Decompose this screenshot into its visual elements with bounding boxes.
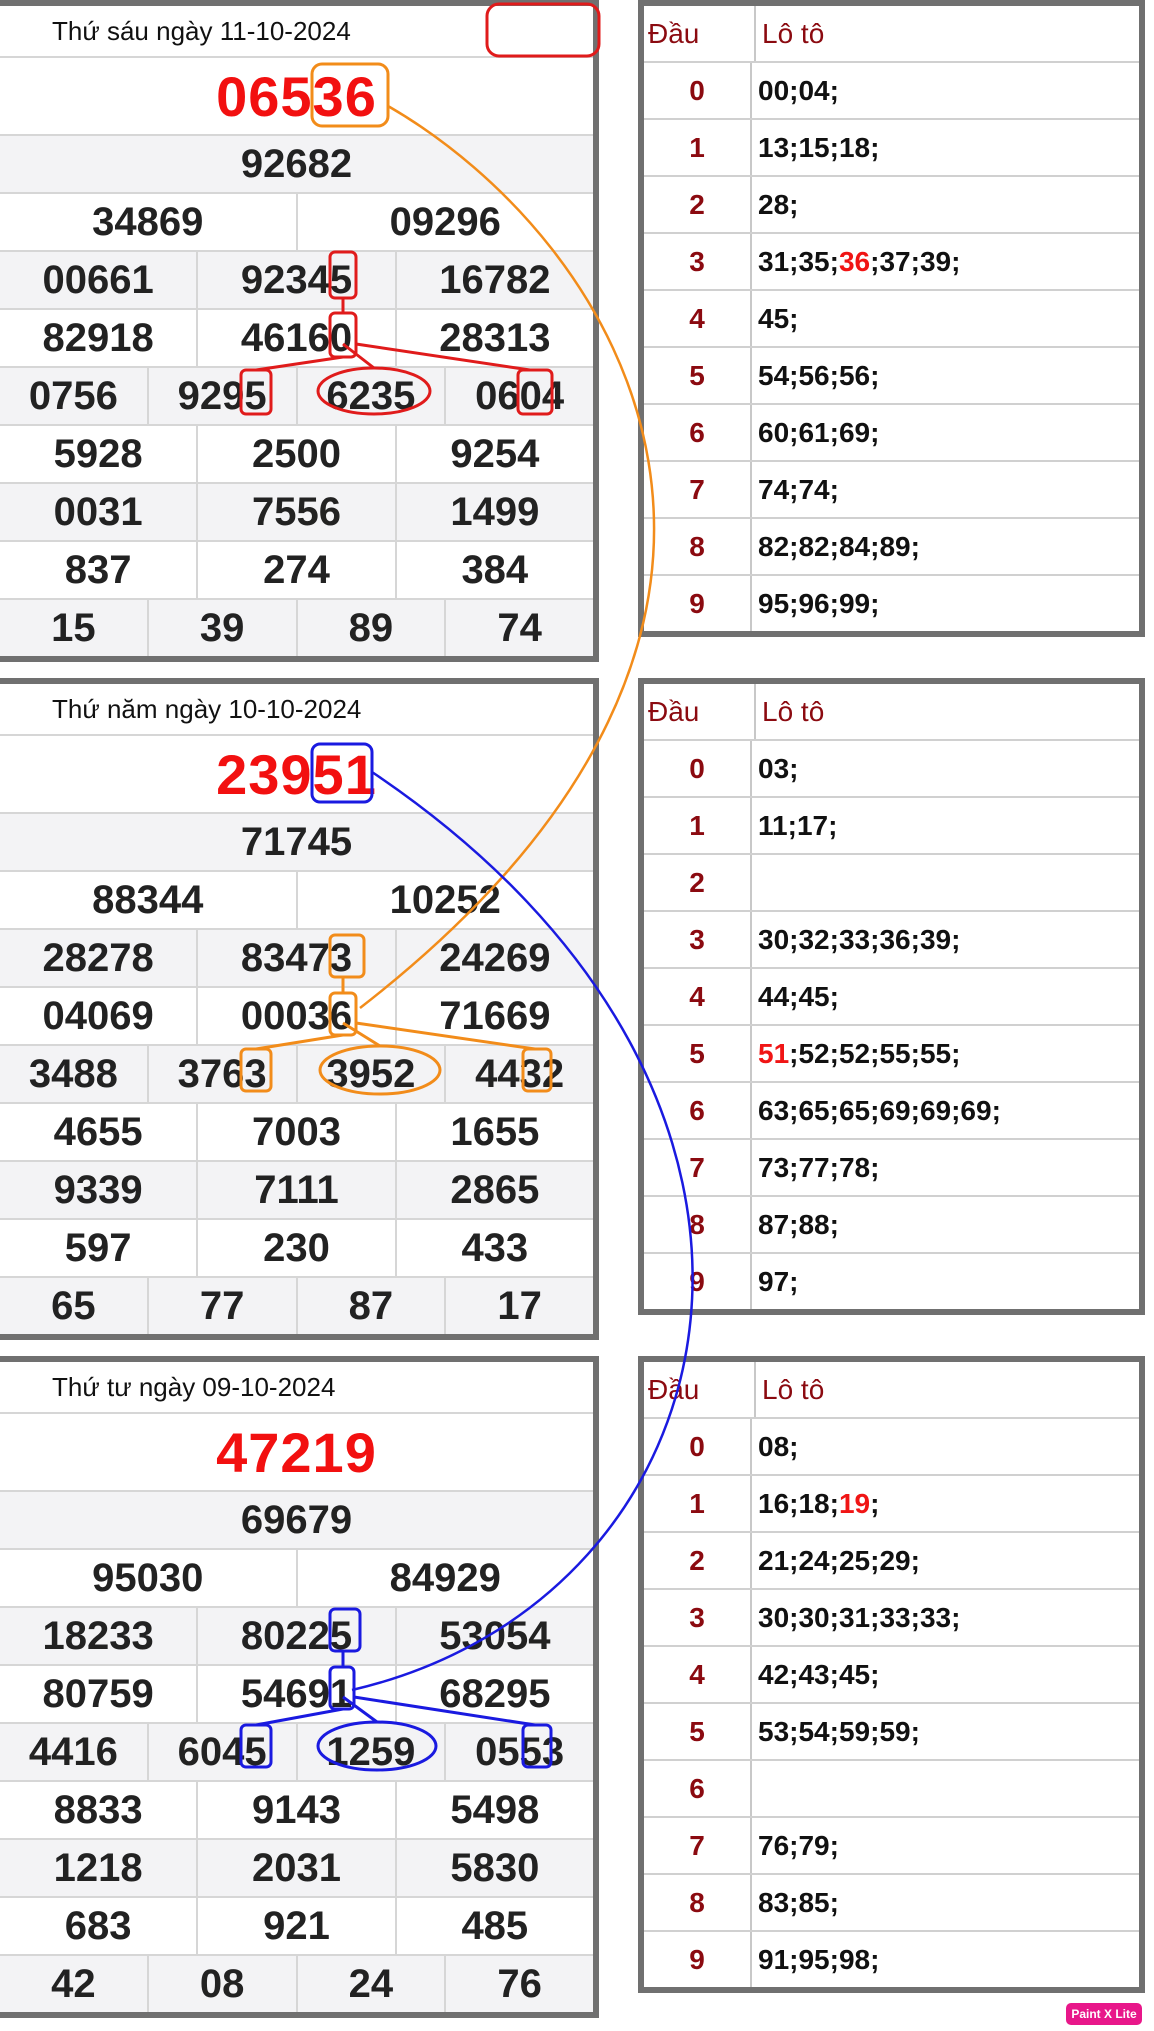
loto-values: 60 ; 61 ; 69 ; [758,416,880,448]
loto-number: 30 [758,1601,790,1633]
prize-number: 65 [0,1278,149,1334]
dau-digit: 9 [644,1254,752,1309]
loto-row [644,462,1139,519]
prize-number: 15 [0,600,149,656]
loto-values: 08 ; [758,1430,799,1462]
loto-number: 39 [919,923,952,955]
prize-number: 04069 [0,988,198,1044]
loto-number: 63 [758,1094,790,1126]
loto-number: 69 [879,1094,911,1126]
loto-number: 53 [758,1715,790,1747]
loto-values: 51 ; 52 ; 52 ; 55 ; 55 ; [758,1037,961,1069]
loto-values: 82 ; 82 ; 84 ; 89 ; [758,530,920,562]
prize-number: 0031 [0,484,198,540]
loto-table [638,678,1145,1315]
dau-digit: 9 [644,576,752,631]
loto-values: 11 ; 17 ; [758,809,838,841]
prize-row [0,814,593,872]
prize-number: 83473 [198,930,396,986]
prize-number: 28278 [0,930,198,986]
prize-number: 80759 [0,1666,198,1722]
dau-digit: 6 [644,405,752,460]
loto-number: 83 [758,1886,790,1918]
loto-number: 56 [838,359,871,391]
prize-number: 0553 [475,1729,565,1774]
prize-number: 82918 [0,310,198,366]
prize-number: 9339 [0,1162,198,1218]
loto-row [644,1590,1139,1647]
loto-number: 87 [758,1208,790,1240]
loto-values [752,855,1139,910]
loto-number: 51 [758,1037,790,1069]
prize-row [0,194,593,252]
loto-values: 30 ; 32 ; 33 ; 36 ; 39 ; [758,923,961,955]
loto-table [638,0,1145,637]
loto-number: 65 [798,1094,830,1126]
loto-number: 82 [798,530,830,562]
loto-number: 65 [838,1094,871,1126]
prize-number: 16782 [439,257,551,302]
prize-number: 9254 [450,431,540,476]
loto-number: 79 [798,1829,830,1861]
loto-values: 44 ; 45 ; [758,980,839,1012]
prize-row [0,1220,593,1278]
prize-row [0,1046,593,1104]
loto-number: 54 [798,1715,830,1747]
prize-number: 08 [149,1956,298,2012]
loto-number: 98 [838,1943,871,1975]
loto-values: 45 ; [758,302,799,334]
loto-number: 36 [838,245,871,277]
loto-row [644,1476,1139,1533]
loto-number: 59 [879,1715,911,1747]
loto-row [644,855,1139,912]
loto-number: 11 [758,809,788,841]
loto-row [644,1254,1139,1309]
loto-number: 45 [838,1658,871,1690]
loto-row [644,1140,1139,1197]
loto-row [644,120,1139,177]
dau-digit: 8 [644,1197,752,1252]
loto-number: 69 [960,1094,992,1126]
prize-number: 6235 [298,368,447,424]
prize-number: 39 [149,600,298,656]
prize-row [0,930,593,988]
dau-digit: 0 [644,1419,752,1474]
prize-number: 54691 [198,1666,396,1722]
dau-digit: 4 [644,969,752,1024]
loto-number: 31 [758,245,790,277]
prize-number: 95030 [0,1550,298,1606]
prize-number: 28313 [439,315,551,360]
loto-values: 53 ; 54 ; 59 ; 59 ; [758,1715,920,1747]
loto-number: 42 [758,1658,790,1690]
prize-number: 0604 [475,373,565,418]
loto-number: 45 [798,980,830,1012]
loto-values: 91 ; 95 ; 98 ; [758,1943,880,1975]
prize-number: 10252 [389,877,501,922]
prize-row [0,1608,593,1666]
prize-number: 230 [198,1220,396,1276]
loto-number: 74 [758,473,790,505]
loto-number: 78 [838,1151,871,1183]
loto-number: 04 [798,74,830,106]
loto-values: 13 ; 15 ; 18 ; [758,131,880,163]
prize-row [0,1782,593,1840]
prize-row [0,1162,593,1220]
loto-row [644,912,1139,969]
loto-row [644,1761,1139,1818]
prize-number: 597 [0,1220,198,1276]
loto-values: 97 ; [758,1265,799,1297]
prize-number: 92682 [240,141,353,186]
prize-row [0,1724,593,1782]
loto-number: 44 [758,980,790,1012]
loto-row [644,519,1139,576]
dau-header: Đầu [644,684,756,739]
loto-number: 30 [758,923,790,955]
prize-number: 77 [149,1278,298,1334]
prize-number: 5830 [450,1845,540,1890]
prize-number: 3763 [149,1046,298,1102]
prize-row [0,252,593,310]
dau-digit: 4 [644,291,752,346]
loto-values: 73 ; 77 ; 78 ; [758,1151,880,1183]
dau-digit: 0 [644,63,752,118]
loto-number: 85 [798,1886,830,1918]
loto-row [644,1197,1139,1254]
prize-number: 88344 [0,872,298,928]
loto-number: 52 [798,1037,830,1069]
loto-number: 73 [758,1151,790,1183]
draw-date: Thứ tư ngày 09-10-2024 [0,1362,593,1414]
loto-row [644,1533,1139,1590]
loto-row [644,234,1139,291]
loto-values: 21 ; 24 ; 25 ; 29 ; [758,1544,920,1576]
prize-number: 921 [198,1898,396,1954]
draw-date: Thứ năm ngày 10-10-2024 [0,684,593,736]
loto-number: 99 [838,587,871,619]
prize-number: 17 [497,1283,542,1328]
loto-number: 39 [919,245,952,277]
prize-row [0,542,593,600]
loto-row [644,1647,1139,1704]
loto-header: Lô tô [762,1373,825,1405]
prize-number: 1655 [450,1109,540,1154]
prize-number: 09296 [389,199,501,244]
dau-digit: 2 [644,1533,752,1588]
loto-number: 69 [838,416,871,448]
prize-row [0,600,593,656]
prize-row [0,1278,593,1334]
dau-digit: 4 [644,1647,752,1702]
loto-number: 69 [919,1094,952,1126]
prize-number: 24 [298,1956,447,2012]
prize-number: 68295 [439,1671,551,1716]
prize-number: 46160 [198,310,396,366]
dau-digit: 2 [644,855,752,910]
prize-number: 274 [198,542,396,598]
loto-number: 19 [838,1487,871,1519]
prize-row [0,1898,593,1956]
prize-number: 6045 [149,1724,298,1780]
loto-number: 43 [798,1658,830,1690]
loto-number: 89 [879,530,911,562]
prize-number: 485 [461,1903,529,1948]
prize-number: 0756 [0,368,149,424]
prize-number: 837 [0,542,198,598]
prize-row [0,1104,593,1162]
loto-row [644,1419,1139,1476]
special-prize: 23951 [216,742,377,806]
loto-row [644,405,1139,462]
loto-values: 63 ; 65 ; 65 ; 69 ; 69 ; 69 ; [758,1094,1001,1126]
loto-number: 76 [758,1829,790,1861]
dau-digit: 1 [644,120,752,175]
loto-row [644,1875,1139,1932]
prize-number: 7111 [198,1162,396,1218]
result-table [0,1356,599,2018]
prize-number: 89 [298,600,447,656]
prize-row [0,484,593,542]
prize-number: 5928 [0,426,198,482]
prize-row [0,368,593,426]
loto-row [644,741,1139,798]
prize-row [0,1840,593,1898]
loto-number: 25 [838,1544,871,1576]
prize-number: 2031 [198,1840,396,1896]
prize-number: 2500 [198,426,396,482]
loto-row [644,291,1139,348]
loto-number: 77 [798,1151,830,1183]
prize-row [0,136,593,194]
loto-number: 36 [879,923,911,955]
prize-row [0,426,593,484]
dau-header: Đầu [644,1362,756,1417]
loto-row [644,1026,1139,1083]
prize-row [0,1550,593,1608]
draw-date: Thứ sáu ngày 11-10-2024 [0,6,593,58]
prize-row [0,872,593,930]
loto-number: 91 [758,1943,790,1975]
prize-number: 84929 [389,1555,501,1600]
loto-number: 18 [838,131,871,163]
prize-number: 24269 [439,935,551,980]
loto-row [644,177,1139,234]
loto-number: 13 [758,131,790,163]
prize-number: 3488 [0,1046,149,1102]
prize-number: 7556 [198,484,396,540]
prize-number: 92345 [198,252,396,308]
loto-number: 03 [758,752,790,784]
prize-number: 384 [461,547,529,592]
loto-row [644,969,1139,1026]
loto-number: 74 [798,473,830,505]
prize-number: 5498 [450,1787,540,1832]
loto-number: 45 [758,302,790,334]
prize-number: 1499 [450,489,540,534]
loto-number: 37 [879,245,911,277]
dau-digit: 2 [644,177,752,232]
prize-number: 1218 [0,1840,198,1896]
loto-row [644,348,1139,405]
dau-digit: 3 [644,1590,752,1645]
prize-number: 53054 [439,1613,551,1658]
loto-number: 95 [798,1943,830,1975]
loto-number: 15 [798,131,830,163]
prize-number: 80225 [198,1608,396,1664]
prize-number: 42 [0,1956,149,2012]
prize-row [0,310,593,368]
loto-row [644,1932,1139,1987]
loto-values: 16 ; 18 ; 19 ; [758,1487,880,1519]
prize-row [0,1666,593,1724]
prize-number: 00661 [0,252,198,308]
prize-number: 683 [0,1898,198,1954]
dau-digit: 7 [644,462,752,517]
loto-number: 52 [838,1037,871,1069]
loto-number: 32 [798,923,830,955]
loto-values: 74 ; 74 ; [758,473,839,505]
dau-digit: 0 [644,741,752,796]
loto-values: 31 ; 35 ; 36 ; 37 ; 39 ; [758,245,961,277]
dau-digit: 6 [644,1761,752,1816]
dau-header: Đầu [644,6,756,61]
loto-number: 17 [796,809,829,841]
loto-number: 60 [758,416,790,448]
dau-digit: 9 [644,1932,752,1987]
dau-digit: 1 [644,798,752,853]
loto-number: 00 [758,74,790,106]
loto-row [644,1083,1139,1140]
dau-digit: 8 [644,1875,752,1930]
loto-table [638,1356,1145,1993]
loto-number: 30 [798,1601,830,1633]
loto-values [752,1761,1139,1816]
loto-header: Lô tô [762,695,825,727]
prize-number: 71745 [240,819,353,864]
loto-number: 54 [758,359,790,391]
loto-values: 87 ; 88 ; [758,1208,839,1240]
loto-number: 95 [758,587,790,619]
loto-number: 24 [798,1544,830,1576]
loto-number: 35 [798,245,830,277]
loto-values: 42 ; 43 ; 45 ; [758,1658,880,1690]
loto-number: 55 [879,1037,911,1069]
loto-number: 18 [798,1487,830,1519]
loto-row [644,63,1139,120]
prize-number: 69679 [240,1497,353,1542]
dau-digit: 6 [644,1083,752,1138]
loto-number: 21 [758,1544,790,1576]
prize-number: 87 [298,1278,447,1334]
loto-values: 00 ; 04 ; [758,74,839,106]
loto-number: 96 [798,587,830,619]
dau-digit: 1 [644,1476,752,1531]
loto-number: 33 [838,923,871,955]
loto-values: 76 ; 79 ; [758,1829,839,1861]
prize-number: 9143 [198,1782,396,1838]
prize-number: 76 [497,1961,542,2006]
dau-digit: 5 [644,1026,752,1081]
dau-digit: 7 [644,1818,752,1873]
loto-number: 33 [879,1601,911,1633]
loto-values: 95 ; 96 ; 99 ; [758,587,880,619]
loto-number: 59 [838,1715,871,1747]
prize-number: 8833 [0,1782,198,1838]
dau-digit: 3 [644,234,752,289]
loto-values: 54 ; 56 ; 56 ; [758,359,880,391]
loto-row [644,1818,1139,1875]
loto-row [644,798,1139,855]
prize-number: 3952 [298,1046,447,1102]
loto-values: 03 ; [758,752,799,784]
loto-number: 55 [919,1037,952,1069]
loto-values: 28 ; [758,188,799,220]
loto-number: 84 [838,530,871,562]
prize-number: 2865 [450,1167,540,1212]
prize-number: 1259 [298,1724,447,1780]
dau-digit: 8 [644,519,752,574]
dau-digit: 5 [644,1704,752,1759]
prize-number: 18233 [0,1608,198,1664]
loto-number: 29 [879,1544,911,1576]
prize-number: 74 [497,605,542,650]
paint-x-lite-badge: Paint X Lite [1066,2003,1142,2025]
loto-values: 30 ; 30 ; 31 ; 33 ; 33 ; [758,1601,961,1633]
loto-number: 88 [798,1208,830,1240]
loto-values: 83 ; 85 ; [758,1886,839,1918]
prize-number: 4416 [0,1724,149,1780]
prize-number: 00036 [198,988,396,1044]
prize-row [0,1956,593,2012]
loto-number: 82 [758,530,790,562]
dau-digit: 5 [644,348,752,403]
loto-number: 97 [758,1265,790,1297]
loto-number: 28 [758,188,790,220]
prize-row [0,988,593,1046]
prize-number: 4655 [0,1104,198,1160]
loto-number: 16 [758,1487,790,1519]
loto-number: 56 [798,359,830,391]
prize-number: 433 [461,1225,529,1270]
prize-number: 9295 [149,368,298,424]
dau-digit: 3 [644,912,752,967]
loto-number: 61 [798,416,830,448]
prize-number: 34869 [0,194,298,250]
loto-number: 08 [758,1430,790,1462]
loto-number: 31 [838,1601,871,1633]
prize-number: 4432 [475,1051,565,1096]
prize-number: 71669 [439,993,551,1038]
result-table [0,0,599,662]
special-prize: 47219 [216,1420,377,1484]
loto-number: 33 [919,1601,952,1633]
prize-number: 7003 [198,1104,396,1160]
loto-row [644,1704,1139,1761]
dau-digit: 7 [644,1140,752,1195]
prize-row [0,1492,593,1550]
result-table [0,678,599,1340]
loto-row [644,576,1139,631]
loto-header: Lô tô [762,17,825,49]
special-prize: 06536 [216,64,377,128]
